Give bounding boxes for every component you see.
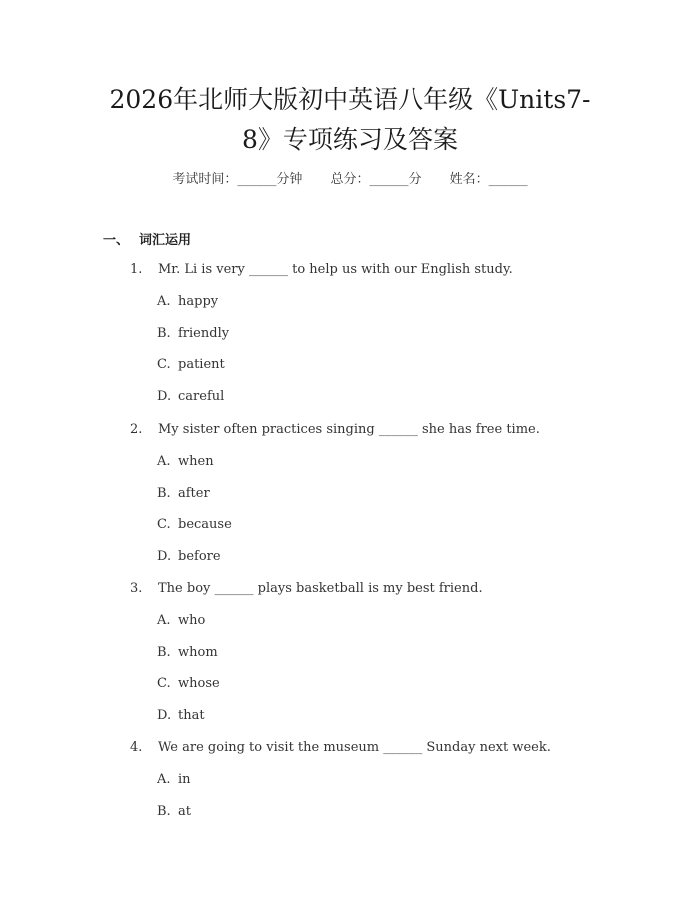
option-text: happy [178,294,219,309]
option-letter: B. [157,804,171,819]
option-item [157,676,220,691]
option-letter: D. [157,549,172,564]
exam-time: 考试时间：______分钟 [172,172,303,187]
option-text: careful [178,389,225,404]
option-item [157,613,205,628]
section-number: 一、 [103,233,130,248]
option-letter: B. [157,645,171,660]
option-text: patient [178,357,225,372]
option-text: because [178,517,232,532]
option-text: who [178,613,206,628]
option-letter: A. [157,772,171,787]
option-item [157,804,191,819]
option-text: before [178,549,221,564]
option-letter: A. [157,454,171,469]
option-text: at [178,804,191,819]
page-title [60,80,640,160]
option-letter: B. [157,326,171,341]
option-item [157,326,229,341]
option-item [157,549,221,564]
option-text: when [178,454,214,469]
question-3 [130,581,483,596]
question-number: 1. [130,262,143,277]
question-number: 3. [130,581,143,596]
option-item [157,389,224,404]
option-item [157,645,218,660]
question-number: 4. [130,740,143,755]
option-text: in [178,772,191,787]
option-text: after [178,486,210,501]
option-text: friendly [178,326,230,341]
question-1 [130,262,513,277]
option-item [157,517,232,532]
option-item [157,357,225,372]
option-letter: A. [157,294,171,309]
question-text: Mr. Li is very ______ to help us with our English study. [158,262,513,277]
question-text: My sister often practices singing ______ she has free time. [158,422,540,437]
option-item [157,772,191,787]
exam-score: 总分：______分 [330,172,422,187]
question-text: We are going to visit the museum ______ Sunday next week. [158,740,551,755]
option-text: whose [178,676,220,691]
option-letter: A. [157,613,171,628]
question-4 [130,740,551,755]
question-number: 2. [130,422,143,437]
option-letter: C. [157,517,171,532]
option-letter: B. [157,486,171,501]
option-letter: D. [157,389,172,404]
question-2 [130,422,540,437]
option-letter: D. [157,708,172,723]
option-item [157,486,210,501]
title-line-1: 2026年北师大版初中英语八年级《Units7- [109,85,591,114]
section-label: 词汇运用 [139,233,192,248]
exam-name: 姓名：______ [449,172,528,187]
option-text: that [178,708,205,723]
question-text: The boy ______ plays basketball is my best friend. [158,581,483,596]
title-line-2: 8》专项练习及答案 [242,125,458,154]
option-text: whom [178,645,218,660]
option-item [157,708,205,723]
section-heading [103,229,191,248]
option-item [157,294,218,309]
option-letter: C. [157,676,171,691]
exam-info [0,168,700,187]
option-item [157,454,214,469]
option-letter: C. [157,357,171,372]
